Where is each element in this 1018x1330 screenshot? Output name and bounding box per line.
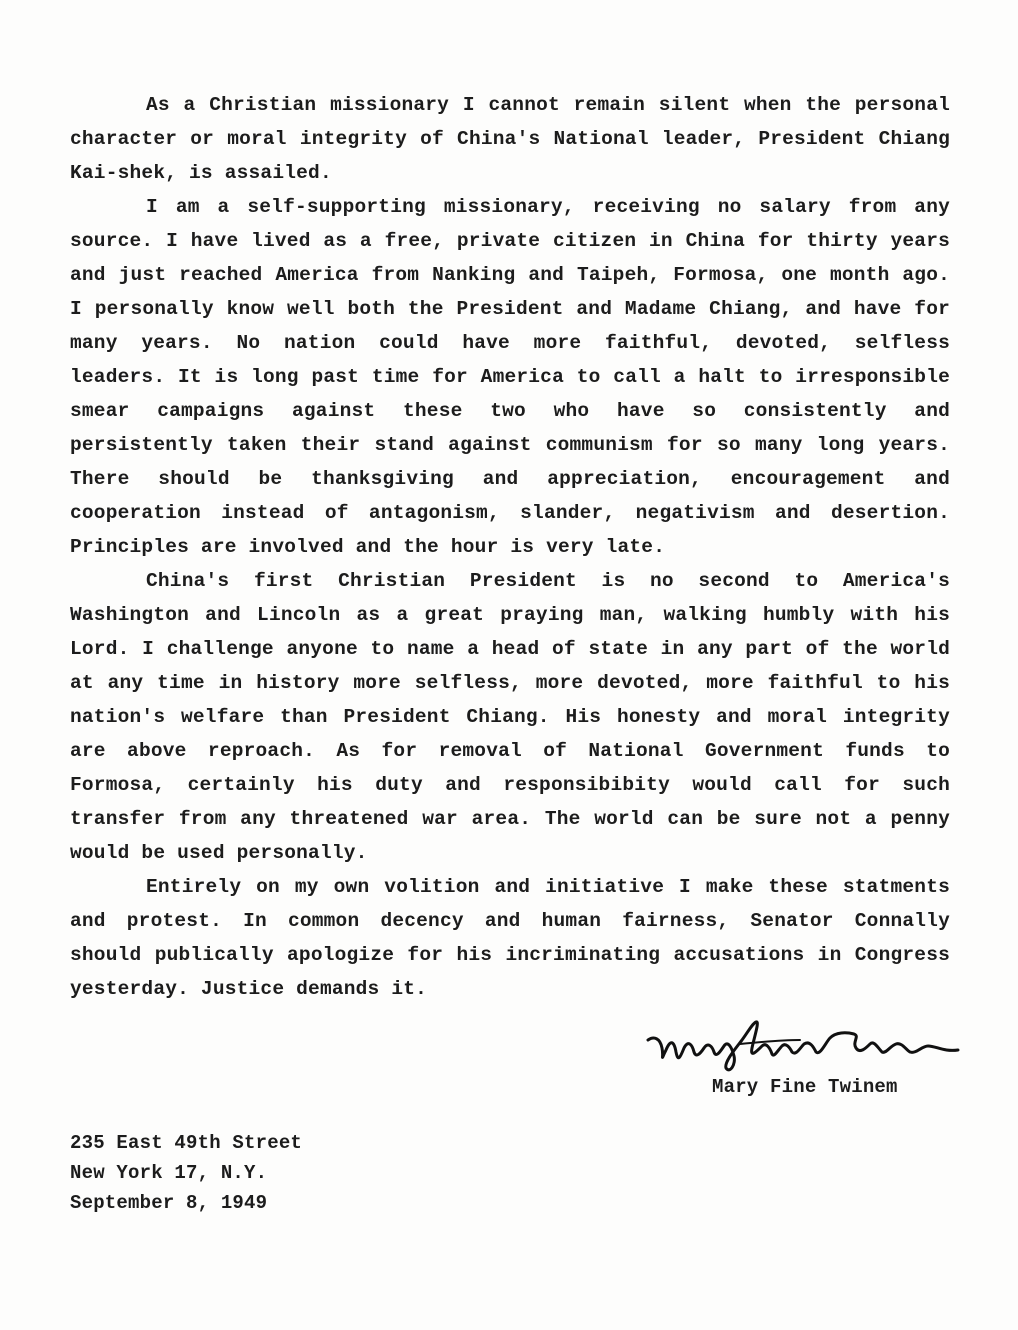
signer-typed-name: Mary Fine Twinem [712, 1076, 898, 1098]
address-city: New York 17, N.Y. [70, 1162, 268, 1184]
address-street: 235 East 49th Street [70, 1132, 303, 1154]
paragraph-1: As a Christian missionary I cannot remain silent when the personal character or moral integrity of China's National leader, President Chiang Kai-shek, is assailed. [70, 94, 950, 184]
paragraph-2: I am a self-supporting missionary, receiving no salary from any source. I have lived as a free, private citizen in China for thirty years and just reached America from Nanking and Taipeh, Formosa, one month ago. I personally know well both the President and Madame Chiang, and have for many years. No nation could have more faithful, devoted, selfless leaders. It is long past time for America to call a halt to irresponsible smear campaigns against these two who have so consistently and persistently taken their stand against communism for so many long years. There should be thanksgiving and appreciation, encouragement and cooperation instead of antagonism, slander, negativism and desertion. Principles are involved and the hour is very late. [70, 196, 950, 558]
sender-address-block [70, 1128, 302, 1218]
paragraph-3: China's first Christian President is no second to America's Washington and Lincoln as a great praying man, walking humbly with his Lord. I challenge anyone to name a head of state in any part of the world at any time in history more selfless, more devoted, more faithful to his nation's welfare than President Chiang. His honesty and moral integrity are above reproach. As for removal of National Government funds to Formosa, certainly his duty and responsibibity would call for such transfer from any threatened war area. The world can be sure not a penny would be used personally. [70, 570, 950, 864]
handwritten-signature [640, 1018, 970, 1078]
letter-body [70, 88, 950, 1006]
paragraph-4: Entirely on my own volition and initiative I make these statments and protest. In common decency and human fairness, Senator Connally should publically apologize for his incriminating accusations in Congress yesterday. Justice demands it. [70, 876, 950, 1000]
letter-date: September 8, 1949 [70, 1192, 268, 1214]
